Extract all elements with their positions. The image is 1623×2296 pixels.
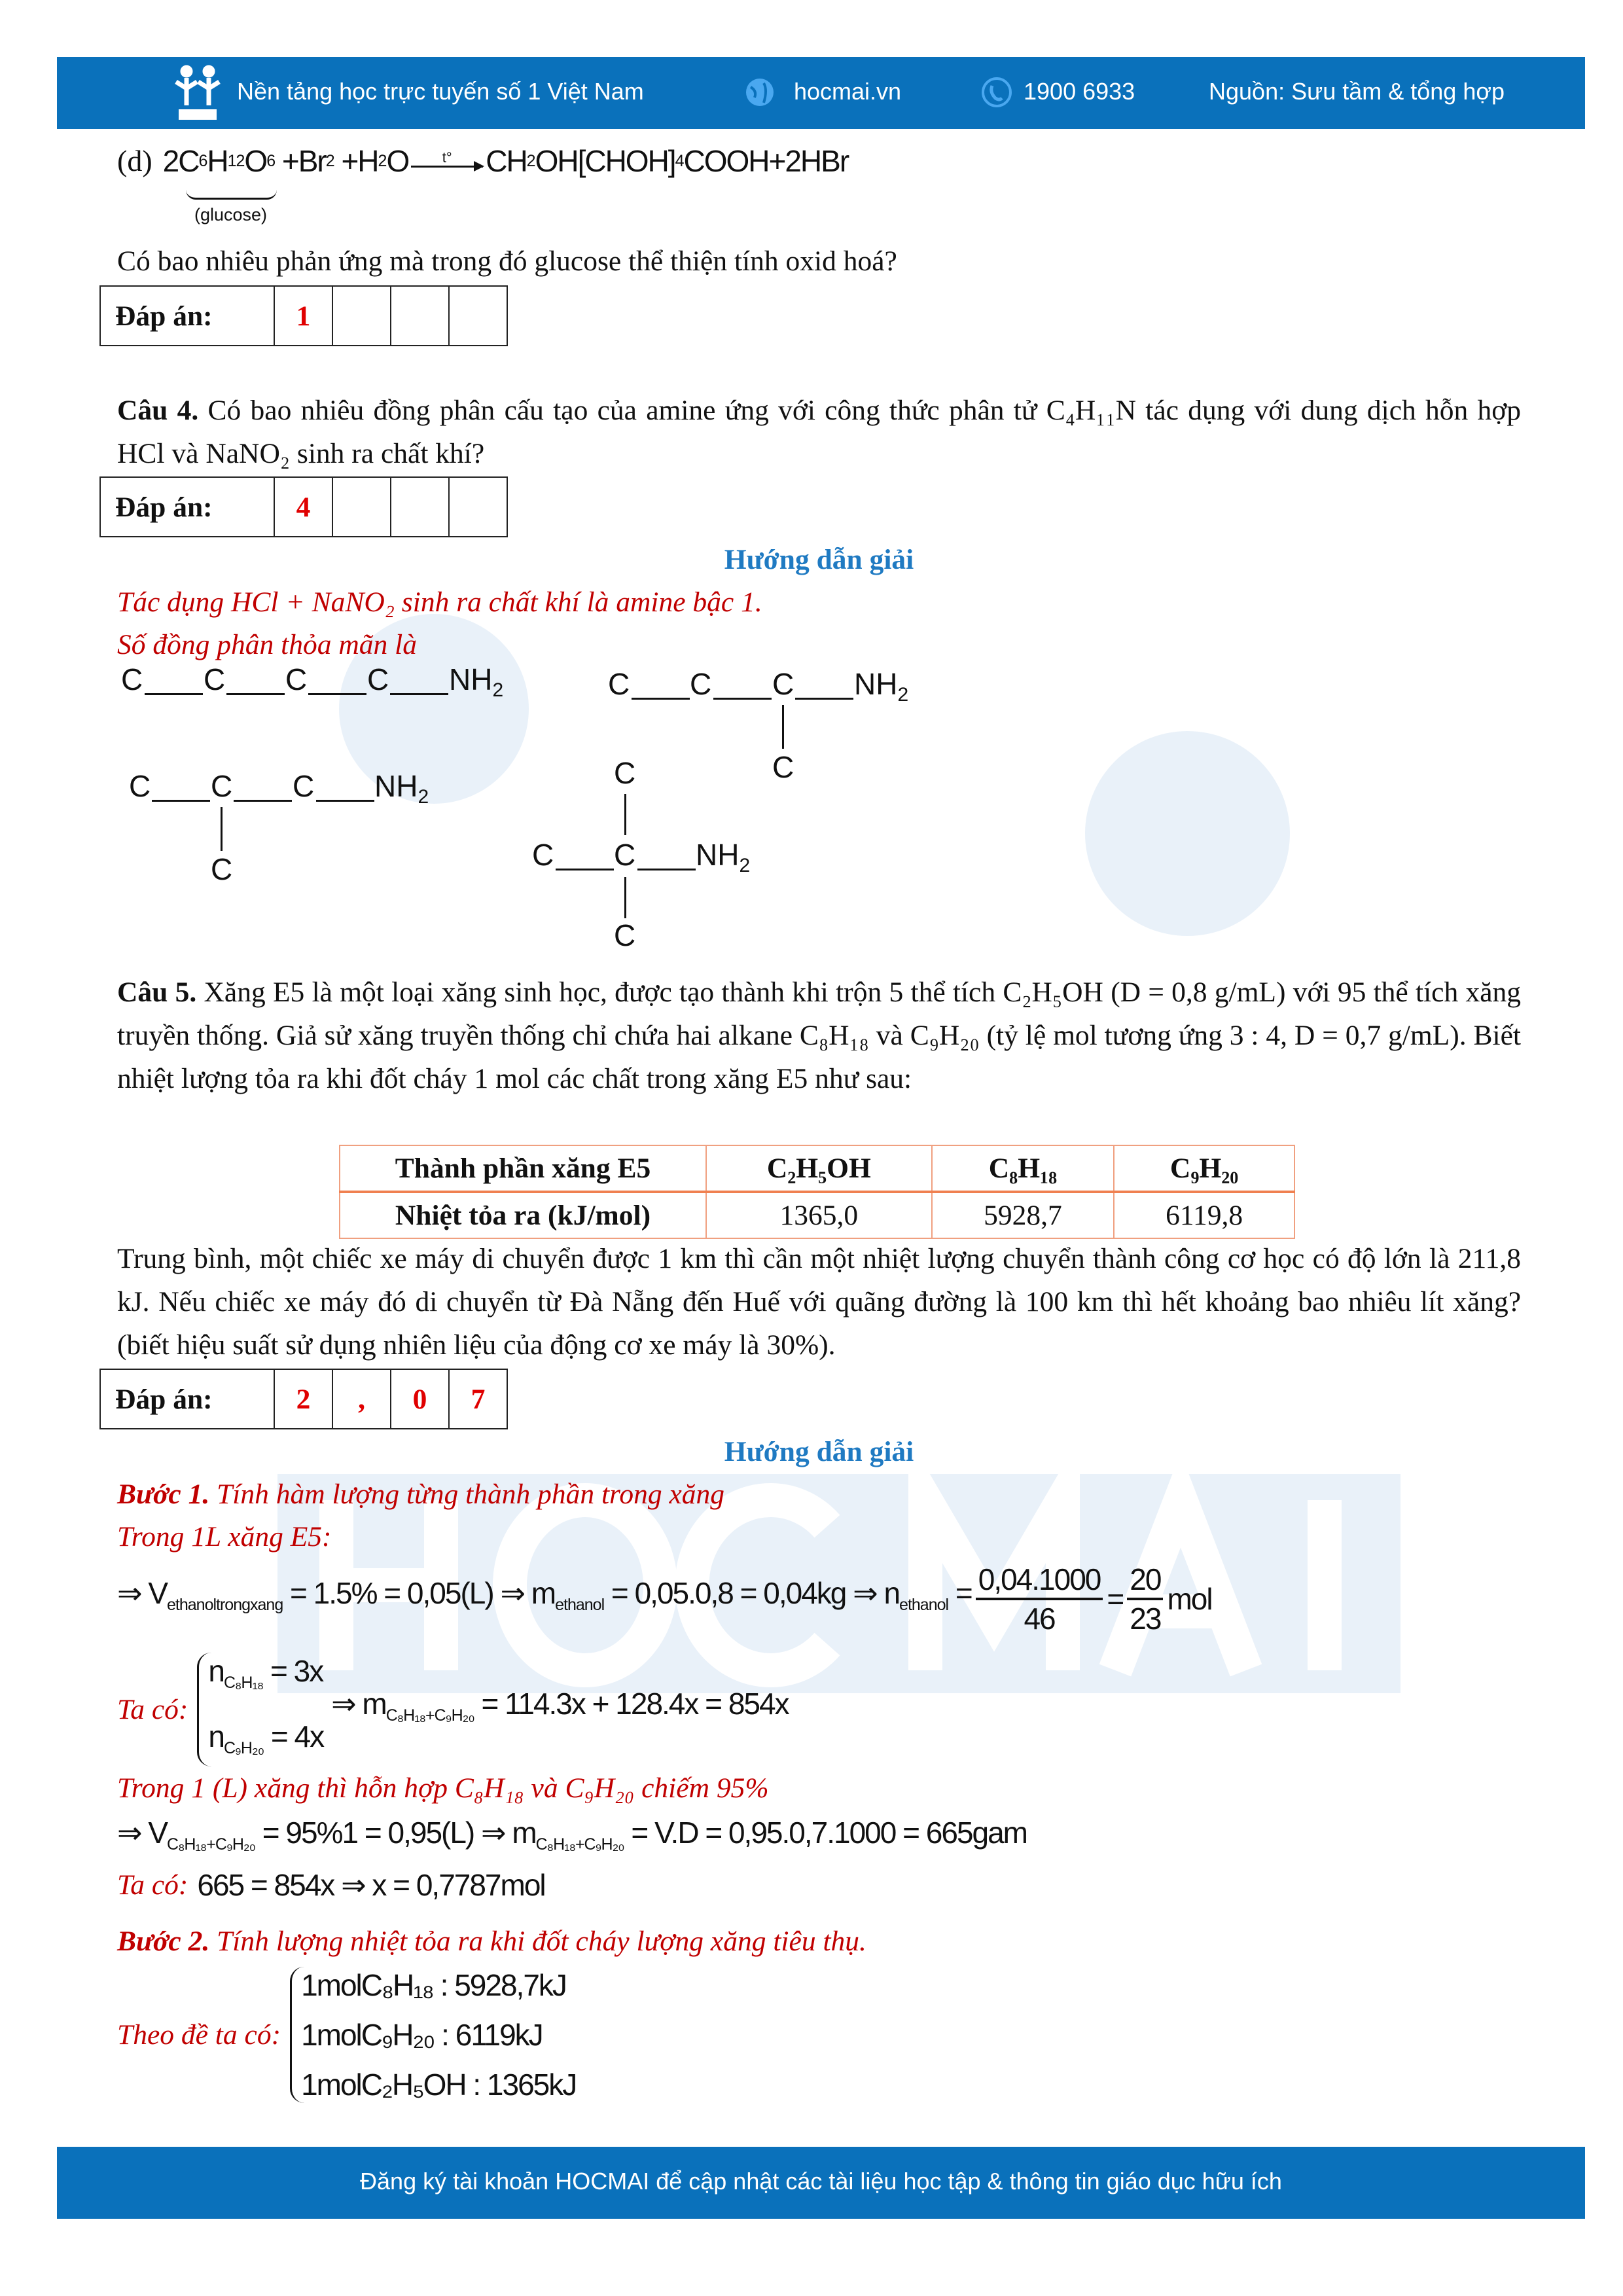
answer-label: Đáp án: xyxy=(115,1383,213,1415)
answer-cell xyxy=(448,287,507,345)
carbon-atom: C xyxy=(121,662,143,696)
bond xyxy=(316,800,374,802)
bond xyxy=(226,693,285,695)
table-header: Thành phần xăng E5 xyxy=(340,1145,706,1192)
bond xyxy=(632,698,690,700)
answer-cell xyxy=(332,478,390,536)
bond xyxy=(624,877,626,918)
heat-table xyxy=(339,1145,1295,1239)
system-result: ⇒ $m_{C_8H_{18}+C_9H_{20}} = 114.3x + 128.4x = 854x$ xyxy=(331,1687,789,1725)
heat-system xyxy=(117,1967,576,2103)
q4-question: Câu 4. Có bao nhiêu đồng phân cấu tạo của amine ứng với công thức phân tử C₄H₁₁N tác dụng với dung dịch hỗn hợp HCl và NaNO₂ sinh ra chất khí? xyxy=(117,395,1522,469)
q4-guide-line1: Tác dụng HCl + NaNO₂ sinh ra chất khí là amine bậc 1. xyxy=(117,586,762,618)
bond xyxy=(624,794,626,835)
carbon-atom: C xyxy=(772,667,794,701)
header-bar xyxy=(57,57,1585,129)
header-website[interactable]: hocmai.vn xyxy=(794,78,902,105)
x-result: 665 = 854x ⇒ x = 0,7787mol xyxy=(197,1868,545,1902)
amine-group: $NH_2$ xyxy=(449,662,504,702)
system-eq-1: $n_{C_8H_{18}} = 3x$ xyxy=(208,1654,323,1693)
fraction-2: $\frac{20}{23}$ xyxy=(1127,1561,1163,1637)
in-1l-line: Trong 1L xăng E5: xyxy=(117,1521,332,1552)
reaction-arrow: t° xyxy=(411,150,483,168)
mol-unit: mol xyxy=(1167,1582,1212,1616)
answer-cell xyxy=(448,478,507,536)
theode-label: Theo đề ta có: xyxy=(117,2019,281,2051)
answer-cell: 7 xyxy=(448,1370,507,1428)
heat-item: 1molC₂H₅OH : 1365kJ xyxy=(301,2068,577,2102)
heat-brace xyxy=(290,1967,576,2103)
line-95: Trong 1 (L) xăng thì hỗn hợp C₈H₁₈ và C₉H₂₀ chiếm 95% xyxy=(117,1772,769,1804)
carbon-atom: C xyxy=(608,667,630,701)
taco2-line xyxy=(117,1867,545,1903)
bond xyxy=(221,807,223,851)
q5-guide-heading: Hướng dẫn giải xyxy=(724,1436,914,1467)
table-cell: Nhiệt tỏa ra (kJ/mol) xyxy=(340,1192,706,1238)
glucose-brace xyxy=(186,190,277,200)
fraction-1: $\frac{0,04.1000}{46}$ xyxy=(976,1561,1103,1637)
carbon-atom: C xyxy=(293,769,315,803)
answer-label: Đáp án: xyxy=(115,300,213,332)
carbon-atom: C xyxy=(367,662,389,696)
bond xyxy=(795,698,853,700)
answer-cell xyxy=(390,478,448,536)
phone-icon xyxy=(981,77,1012,108)
step2-line: Bước 2. Tính lượng nhiệt tỏa ra khi đốt cháy lượng xăng tiêu thụ. xyxy=(117,1926,866,1957)
table-cell: 6119,8 xyxy=(1114,1192,1294,1238)
carbon-atom: C xyxy=(211,852,233,886)
table-header: C₉H₂₀ xyxy=(1114,1145,1294,1192)
globe-icon xyxy=(744,77,776,108)
system-eq-2: $n_{C_9H_{20}} = 4x$ xyxy=(208,1719,324,1758)
bond xyxy=(556,869,614,870)
carbon-atom: C xyxy=(211,769,233,803)
bond xyxy=(713,698,772,700)
carbon-atom: C xyxy=(772,750,794,784)
q5-text2: Trung bình, một chiếc xe máy di chuyển được 1 km thì cần một nhiệt lượng chuyển thành công cơ học có độ lớn là 211,8 kJ. Nếu chiếc xe máy đó di chuyển từ Đà Nẵng đến Huế với quãng đường là 100 km thì hết khoảng bao nhiêu lít xăng? (biết hiệu suất sử dụng nhiên liệu của động cơ xe máy là 30%). xyxy=(117,1243,1521,1361)
table-cell: 1365,0 xyxy=(706,1192,932,1238)
q5-answer-box xyxy=(99,1369,508,1429)
answer-cell: 0 xyxy=(390,1370,448,1428)
bond xyxy=(308,693,366,695)
hocmai-logo-icon xyxy=(169,65,224,121)
taco2-label: Ta có: xyxy=(117,1869,188,1901)
carbon-atom: C xyxy=(614,838,636,872)
q5-question: Câu 5. Xăng E5 là một loại xăng sinh học, được tạo thành khi trộn 5 thể tích C₂H₅OH (D = 0,8 g/mL) với 95 thể tích xăng truyền thống. Giả sử xăng truyền thống chỉ chứa hai alkane C₈H₁₈ và C₉H₂₀ (tỷ lệ mol tương ứng 3 : 4, D = 0,7 g/mL). Biết nhiệt lượng tỏa ra khi đốt cháy 1 mol các chất trong xăng E5 như sau: xyxy=(117,977,1522,1094)
header-tagline: Nền tảng học trực tuyến số 1 Việt Nam xyxy=(237,78,644,105)
bond xyxy=(782,705,784,749)
table-row xyxy=(340,1192,1294,1238)
carbon-atom: C xyxy=(614,918,636,952)
footer-text[interactable]: Đăng ký tài khoản HOCMAI để cập nhật các tài liệu học tập & thông tin giáo dục hữu ích xyxy=(360,2168,1282,2195)
answer-cell: , xyxy=(332,1370,390,1428)
bond xyxy=(152,800,210,802)
answer-cell: 1 xyxy=(274,287,332,345)
watermark-figure-head-right xyxy=(1085,731,1290,936)
amine-group: $NH_2$ xyxy=(374,769,429,808)
bond xyxy=(234,800,292,802)
header-source: Nguồn: Sưu tầm & tổng hợp xyxy=(1209,78,1505,105)
q4-guide-line2: Số đồng phân thỏa mãn là xyxy=(117,629,417,660)
carbon-atom: C xyxy=(204,662,226,696)
amine-group: $NH_2$ xyxy=(854,667,909,706)
carbon-atom: C xyxy=(614,756,636,790)
heat-item: 1molC₉H₂₀ : 6119kJ xyxy=(301,2018,543,2052)
equals: = xyxy=(1107,1582,1124,1616)
step1-line: Bước 1. Tính hàm lượng từng thành phần trong xăng xyxy=(117,1479,725,1510)
taco-label: Ta có: xyxy=(117,1694,188,1726)
answer-cell xyxy=(332,287,390,345)
mass-system xyxy=(117,1653,789,1767)
volume-mass-formula: ⇒ $V_{C_8H_{18}+C_9H_{20}} = 95\%1 = 0,95(L)$ ⇒ $m_{C_8H_{18}+C_9H_{20}} = V.D = 0,95.0,7.1000 = 665gam$ xyxy=(117,1816,1027,1854)
table-header: C₂H₅OH xyxy=(706,1145,932,1192)
carbon-atom: C xyxy=(129,769,151,803)
system-brace xyxy=(197,1653,323,1767)
bond xyxy=(637,869,696,870)
table-header: C₈H₁₈ xyxy=(932,1145,1114,1192)
q4-answer-box xyxy=(99,476,508,537)
carbon-atom: C xyxy=(690,667,712,701)
answer-cell: 2 xyxy=(274,1370,332,1428)
bond xyxy=(390,693,448,695)
table-cell: 5928,7 xyxy=(932,1192,1114,1238)
answer-label: Đáp án: xyxy=(115,491,213,523)
carbon-atom: C xyxy=(532,838,554,872)
q3-answer-box xyxy=(99,285,508,346)
glucose-label: (glucose) xyxy=(194,205,268,224)
ethanol-formula: ⇒ $V_{ethanoltrongxang} = 1.5\% = 0,05(L)$ ⇒ $m_{ethanol} = 0,05.0,8 = 0,04kg$ ⇒ $n_{ethanol}$ = $\frac{0,04.1000}{46}$ = $\frac{20}{23}$ mol xyxy=(117,1562,1212,1636)
reaction-equation: (d) 2C 6 H 12 O 6 +Br 2 +H 2 O t° CH 2 OH[CHOH] 4 COOH+2HBr xyxy=(117,144,849,178)
amine-group: $NH_2$ xyxy=(696,838,751,877)
table-header-row xyxy=(340,1145,1294,1192)
footer-bar xyxy=(57,2147,1585,2219)
heat-item: 1molC₈H₁₈ : 5928,7kJ xyxy=(301,1968,566,2002)
bond xyxy=(145,693,203,695)
q3-question: Có bao nhiêu phản ứng mà trong đó glucose thể thiện tính oxid hoá? xyxy=(117,245,897,277)
carbon-atom: C xyxy=(285,662,308,696)
q4-guide-heading: Hướng dẫn giải xyxy=(724,544,914,575)
answer-cell: 4 xyxy=(274,478,332,536)
answer-cell xyxy=(390,287,448,345)
header-phone: 1900 6933 xyxy=(1024,78,1135,105)
